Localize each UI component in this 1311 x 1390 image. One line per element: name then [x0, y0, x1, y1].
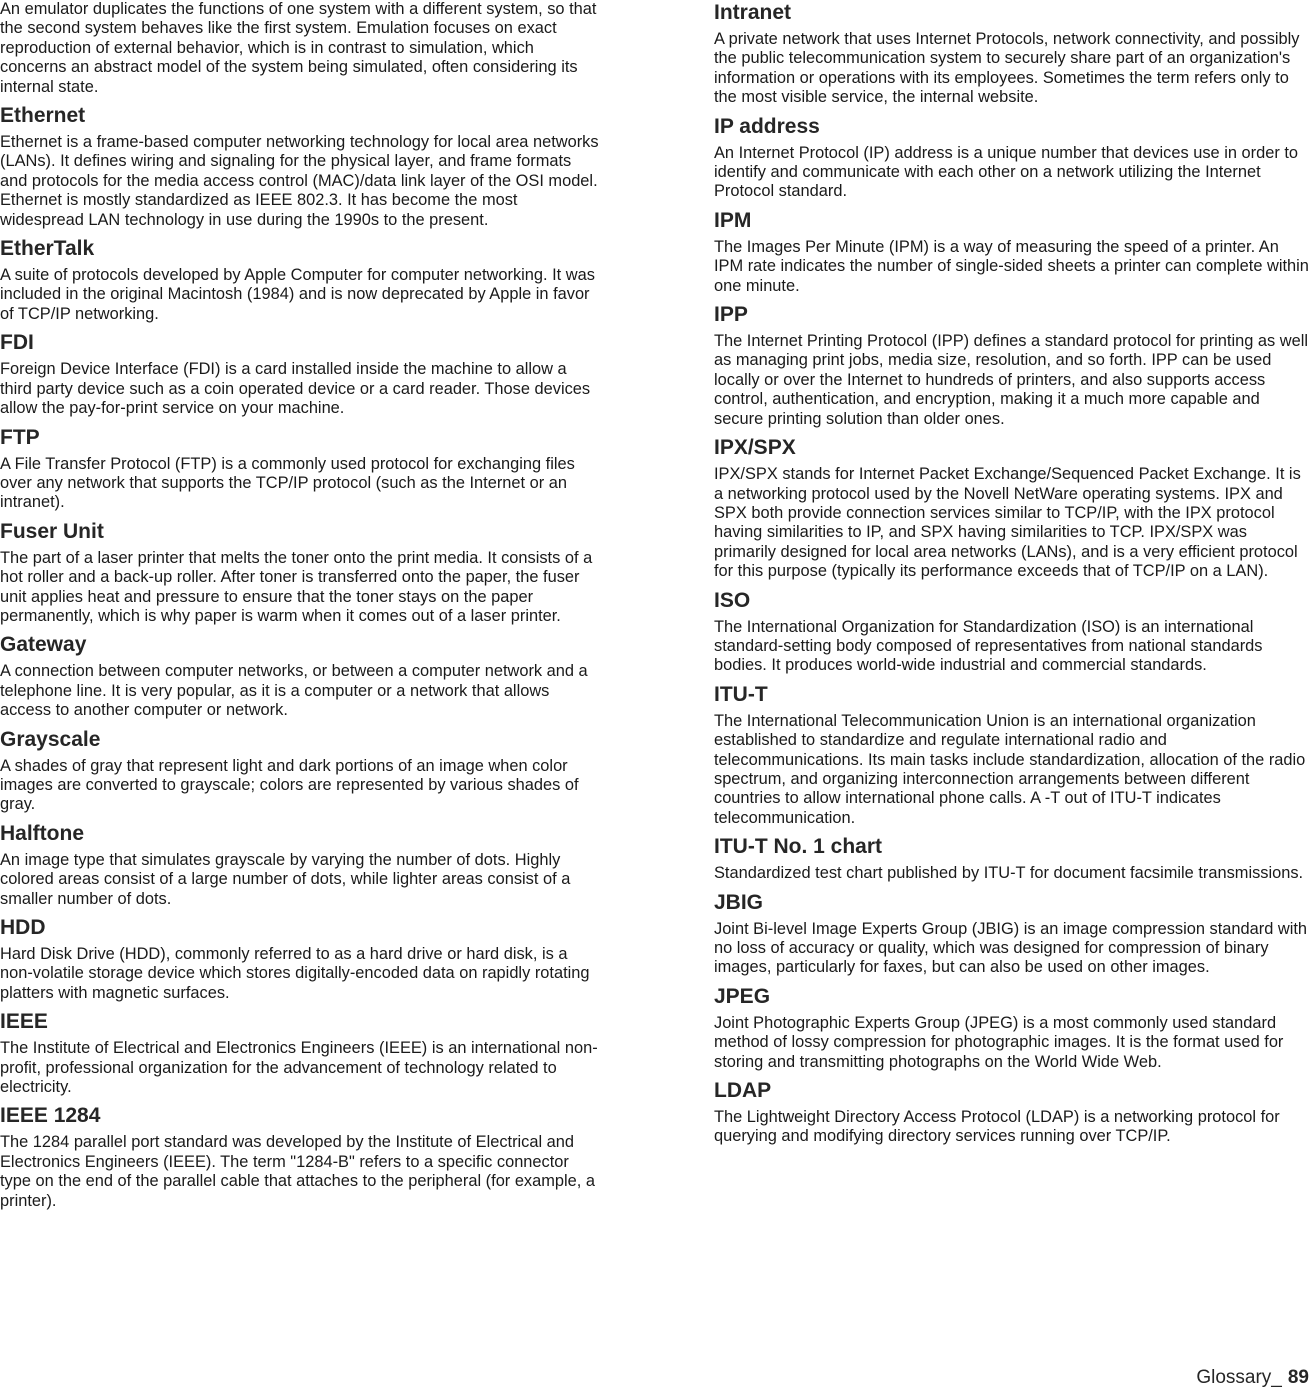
glossary-definition: Hard Disk Drive (HDD), commonly referred to as a hard drive or hard disk, is a non-volatile storage device which stores digitally-encoded data on rapidly rotating platters with magnetic surfaces.	[0, 945, 590, 1002]
glossary-entry	[714, 890, 1311, 978]
glossary-definition: IPX/SPX stands for Internet Packet Exchange/Sequenced Packet Exchange. It is a networking protocol used by the Novell NetWare operating systems. IPX and SPX both provide connection services similar to TCP/IP, with the IPX protocol having similarities to IP, and SPX having similarities to TCP. IPX/SPX was primarily designed for local area networks (LANs), and is a very efficient protocol for this purpose (typically its performance exceeds that of TCP/IP on a LAN).	[714, 465, 1301, 581]
glossary-entry	[0, 519, 600, 627]
glossary-term: IPX/SPX	[714, 436, 796, 460]
glossary-definition: The Lightweight Directory Access Protocol (LDAP) is a networking protocol for querying and modifying directory services running over TCP/IP.	[714, 1108, 1280, 1146]
glossary-entry	[0, 821, 600, 909]
glossary-entry	[714, 984, 1311, 1072]
glossary-definition: The International Organization for Standardization (ISO) is an international standard-setting body composed of representatives from national standards bodies. It produces world-wide industrial and commercial standards.	[714, 617, 1263, 675]
glossary-entry	[714, 834, 1311, 883]
glossary-term: Gateway	[0, 633, 87, 657]
page-footer	[1196, 1367, 1309, 1389]
footer-label: Glossary_	[1196, 1367, 1282, 1388]
glossary-definition: Joint Photographic Experts Group (JPEG) is a most commonly used standard method of lossy compression for photographic images. It is the format used for storing and transmitting photographs on the World Wide Web.	[714, 1013, 1284, 1071]
glossary-definition: A shades of gray that represent light and dark portions of an image when color images are converted to grayscale; colors are represented by various shades of gray.	[0, 756, 579, 814]
glossary-entry	[714, 302, 1311, 429]
glossary-term: ITU-T No. 1 chart	[714, 835, 883, 859]
glossary-entry	[714, 114, 1311, 202]
glossary-definition: The Internet Printing Protocol (IPP) defines a standard protocol for printing as well as managing print jobs, media size, resolution, and so forth. IPP can be used locally or over the Internet to hundreds of printers, and also supports access control, authentication, and encryption, making it a much more capable and secure printing solution than older ones.	[714, 332, 1309, 428]
glossary-term: Ethernet	[0, 104, 86, 128]
glossary-definition: A suite of protocols developed by Apple Computer for computer networking. It was included in the original Macintosh (1984) and is now deprecated by Apple in favor of TCP/IP networking.	[0, 266, 595, 323]
glossary-definition: A File Transfer Protocol (FTP) is a commonly used protocol for exchanging files over any network that supports the TCP/IP protocol (such as the Internet or an intranet).	[0, 454, 575, 512]
glossary-term: ITU-T	[714, 682, 768, 706]
glossary-definition: The International Telecommunication Union is an international organization established to standardize and regulate international radio and telecommunications. Its main tasks include standardization, allocation of the radio spectrum, and organizing interconnection arrangements between different countries to allow international phone calls. A -T out of ITU-T indicates telecommunication.	[714, 711, 1306, 827]
glossary-entry	[0, 1009, 600, 1097]
glossary-definition: An image type that simulates grayscale by varying the number of dots. Highly colored areas consist of a large number of dots, while lighter areas consist of a smaller number of dots.	[0, 850, 571, 908]
glossary-term: JBIG	[714, 890, 764, 914]
glossary-entry	[714, 0, 1311, 108]
right-glossary-list	[714, 0, 1311, 1147]
glossary-entry	[0, 330, 600, 418]
glossary-term: IPP	[714, 303, 748, 327]
glossary-definition: Foreign Device Interface (FDI) is a card installed inside the machine to allow a third party device such as a coin operated device or a card reader. Those devices allow the pay-for-print service on your machine.	[0, 360, 591, 418]
glossary-entry	[714, 682, 1311, 828]
glossary-definition: Ethernet is a frame-based computer networking technology for local area networks (LANs). It defines wiring and signaling for the physical layer, and frame formats and protocols for the media access control (MAC)/data link layer of the OSI model. Ethernet is mostly standardized as IEEE 802.3. It has become the most widespread LAN technology in use during the 1990s to the present.	[0, 133, 599, 229]
intro-paragraph: An emulator duplicates the functions of one system with a different system, so that the second system behaves like the first system. Emulation focuses on exact reproduction of external behavior, which is in contrast to simulation, which concerns an abstract model of the system being simulated, often considering its internal state.	[0, 0, 597, 96]
glossary-entry	[0, 425, 600, 513]
glossary-definition: Standardized test chart published by ITU-T for document facsimile transmissions.	[714, 864, 1304, 883]
glossary-term: Grayscale	[0, 727, 101, 751]
glossary-definition: The 1284 parallel port standard was developed by the Institute of Electrical and Electronics Engineers (IEEE). The term "1284-B" refers to a specific connector type on the end of the parallel cable that attaches to the peripheral (for example, a printer).	[0, 1133, 595, 1210]
glossary-entry	[0, 915, 600, 1003]
glossary-entry	[714, 588, 1311, 676]
glossary-term: IP address	[714, 114, 820, 138]
glossary-definition: The Institute of Electrical and Electronics Engineers (IEEE) is an international non-profit, professional organization for the advancement of technology related to electricity.	[0, 1039, 598, 1097]
glossary-term: Intranet	[714, 1, 792, 24]
glossary-entry	[0, 236, 600, 324]
glossary-term: FTP	[0, 425, 40, 449]
glossary-entry	[0, 1103, 600, 1211]
glossary-term: ISO	[714, 588, 751, 612]
glossary-term: JPEG	[714, 984, 771, 1008]
glossary-term: EtherTalk	[0, 237, 95, 261]
left-column	[0, 0, 600, 1217]
glossary-term: HDD	[0, 916, 46, 939]
glossary-entry	[0, 632, 600, 720]
glossary-definition: A connection between computer networks, or between a computer network and a telephone line. It is very popular, as it is a computer or a network that allows access to another computer or network.	[0, 662, 588, 720]
glossary-term: FDI	[0, 331, 34, 355]
glossary-term: IEEE	[0, 1010, 48, 1034]
right-column	[714, 0, 1311, 1153]
glossary-entry	[714, 1078, 1311, 1147]
glossary-entry	[0, 727, 600, 815]
glossary-term: Halftone	[0, 821, 84, 845]
glossary-term: LDAP	[714, 1079, 772, 1103]
glossary-definition: A private network that uses Internet Protocols, network connectivity, and possibly the public telecommunication system to securely share part of an organization's information or operations with its employees. Sometimes the term refers only to the most visible service, the internal website.	[714, 30, 1300, 107]
glossary-term: Fuser Unit	[0, 519, 104, 543]
glossary-definition: An Internet Protocol (IP) address is a unique number that devices use in order to identify and communicate with each other on a network utilizing the Internet Protocol standard.	[714, 143, 1299, 201]
glossary-definition: The Images Per Minute (IPM) is a way of measuring the speed of a printer. An IPM rate indicates the number of single-sided sheets a printer can complete within one minute.	[714, 237, 1309, 295]
glossary-entry	[714, 208, 1311, 296]
glossary-entry	[714, 435, 1311, 581]
glossary-term: IEEE 1284	[0, 1104, 101, 1128]
left-glossary-list	[0, 103, 600, 1211]
glossary-entry	[0, 103, 600, 230]
glossary-definition: Joint Bi-level Image Experts Group (JBIG) is an image compression standard with no loss of accuracy or quality, which was designed for compression of binary images, particularly for faxes, but can also be used on other images.	[714, 919, 1308, 977]
glossary-definition: The part of a laser printer that melts the toner onto the print media. It consists of a hot roller and a back-up roller. After toner is transferred onto the paper, the fuser unit applies heat and pressure to ensure that the toner stays on the paper permanently, which is why paper is warm when it comes out of a laser printer.	[0, 548, 593, 625]
page-number: 89	[1287, 1367, 1309, 1388]
glossary-term: IPM	[714, 208, 752, 232]
